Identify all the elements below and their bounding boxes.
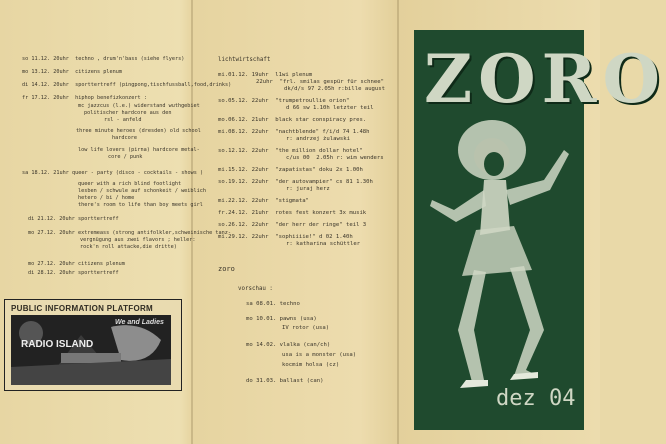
event-line: di 28.12. 20uhr sporttertreff <box>28 270 119 276</box>
preview-line: kocmim holsa (cz) <box>282 362 340 368</box>
event-line: mc jazzcus (l.e.) widerstand wuthgebiet <box>78 103 200 109</box>
cover-title: ZORO <box>424 40 666 118</box>
program-line: so.12.12. 22uhr "the million dollar hotel" <box>218 148 363 154</box>
cover-date: dez 04 <box>496 386 576 411</box>
program-line: r: katharina schüttler <box>286 241 361 247</box>
event-line: rsl - anfeld <box>104 117 142 123</box>
program-line: so.26.12. 22uhr "der herr der ringe" teil 3 <box>218 222 367 228</box>
event-line: lesben / schwule auf schonkeit / weiblich <box>78 188 207 194</box>
event-line: so 11.12. 20uhr techno , drum'n'bass (siehe flyers) <box>22 56 185 62</box>
event-line: queer with a rich blind footlight <box>78 181 182 187</box>
event-line: mo 13.12. 20uhr citizens plenum <box>22 69 122 75</box>
preview-line: mo 10.01. pawns (usa) <box>246 316 317 322</box>
event-line: sa 18.12. 21uhr queer - party (disco - cocktails - shows ) <box>22 170 204 176</box>
event-line: fr 17.12. 20uhr hiphop benefizkonzert : <box>22 95 147 101</box>
event-line: hardcore <box>112 135 137 141</box>
program-line: so.19.12. 22uhr "der autovampier" cs 81 1.30h <box>218 179 373 185</box>
event-line: core / punk <box>108 154 143 160</box>
zoro-heading: zoro <box>218 265 235 273</box>
cover-panel <box>414 30 666 430</box>
program-line: mi.01.12. 19uhr l1wi plenum <box>218 72 313 78</box>
preview-line: usa is a monster (usa) <box>282 352 357 358</box>
event-line: hetero / bi / home <box>78 195 135 201</box>
program-line: fr.24.12. 21uhr rotes fest konzert 3x musik <box>218 210 367 216</box>
info-platform-image <box>11 315 171 385</box>
ladies-label: We and Ladies <box>115 319 164 326</box>
event-line: rock'n roll attacke,die dritte) <box>80 244 177 250</box>
event-line: politischer hardcore aus den <box>84 110 172 116</box>
event-line: di 21.12. 20uhr sporttertreff <box>28 216 119 222</box>
event-line: mo 27.12. 20uhr citizens plenum <box>28 261 125 267</box>
preview-line: mo 14.02. vlalka (can/ch) <box>246 342 331 348</box>
program-line: mi.29.12. 22uhr "sophiiiie!" d 02 1.40h <box>218 234 353 240</box>
event-line: there's room to life than boy meets girl <box>78 202 203 208</box>
program-line: d 66 sw 1.10h letzter teil <box>286 105 374 111</box>
program-line: mi.22.12. 22uhr "stigmata" <box>218 198 309 204</box>
program-line: dk/d/s 97 2.05h r:bille august <box>284 86 386 92</box>
middle-panel <box>194 0 398 444</box>
dancer-illustration <box>414 30 666 430</box>
program-line: so.05.12. 22uhr "trumpetroullie orion" <box>218 98 350 104</box>
event-line: di 14.12. 20uhr sporttertreff (pingpong,tischfussball,food,drinks) <box>22 82 232 88</box>
event-line: low life lovers (pirna) hardcore metal- <box>78 147 200 153</box>
radio-island-label: RADIO ISLAND <box>21 339 94 350</box>
program-line: r: andrzej żulawski <box>286 136 350 142</box>
event-line: vergnügung aus zwei flavors ; heller: <box>80 237 196 243</box>
program-line: c/us 00 2.05h r: wim wenders <box>286 155 384 161</box>
program-line: mi.15.12. 22uhr "zapatistas" doku 2x 1.00h <box>218 167 363 173</box>
program-line: r: juraj herz <box>286 186 330 192</box>
event-line: mo 27.12. 20uhr extremeass (strong antifolkler,schweinische tanz- <box>28 230 232 236</box>
program-line: mo.06.12. 21uhr black star conspiracy pres. <box>218 117 367 123</box>
info-platform-title: PUBLIC INFORMATION PLATFORM <box>11 304 154 313</box>
program-line: 22uhr "frl. smilas gespür für schnee" <box>256 79 384 85</box>
preview-line: sa 08.01. techno <box>246 301 300 307</box>
info-platform-box <box>4 299 182 391</box>
program-line: mi.08.12. 22uhr "nachtblende" f/i/d 74 1.48h <box>218 129 370 135</box>
preview-line: do 31.03. ballast (can) <box>246 378 324 384</box>
event-line: three minute heroes (dresden) old school <box>76 128 201 134</box>
preview-line: IV rotor (usa) <box>282 325 330 331</box>
preview-label: vorschau : <box>238 286 273 292</box>
section-header: lichtwirtschaft <box>218 57 271 63</box>
